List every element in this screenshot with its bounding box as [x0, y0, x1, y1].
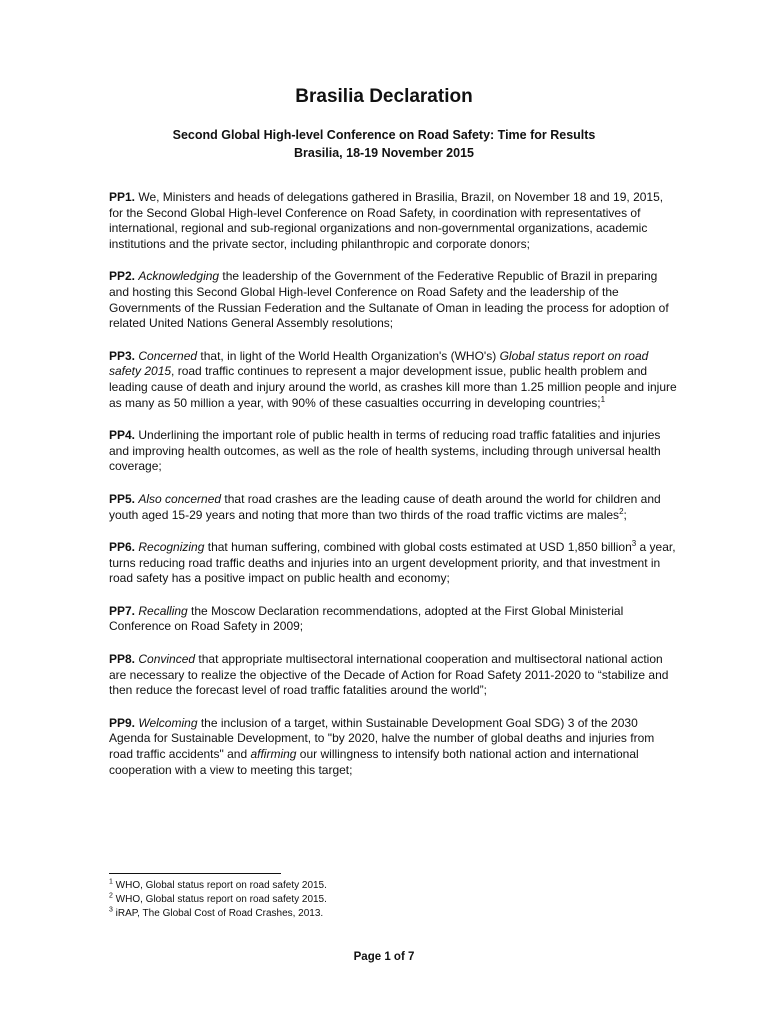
declaration-body — [109, 190, 679, 795]
footnote-text: WHO, Global status report on road safety 2015. — [112, 894, 327, 905]
paragraph-text: that, in light of the World Health Organization's (WHO's) — [197, 348, 500, 363]
paragraph-text: that human suffering, combined with global costs estimated at USD 1,850 billion — [204, 540, 632, 555]
paragraph-number: PP9. — [109, 715, 136, 730]
paragraph-text: , road traffic continues to represent a major development issue, public health problem and leading cause of death and injury around the world, as crashes kill more than 1.25 million people and injure as many as 50 million a year, with 90% of these casualties occurring in developing countries; — [109, 364, 677, 410]
paragraph-number: PP7. — [109, 603, 136, 618]
paragraph-number: PP5. — [109, 491, 136, 506]
footnotes — [109, 879, 669, 921]
paragraph-text: a year, turns reducing road traffic deaths and injuries into an urgent development priority, and that investment in road safety has a positive impact on public health and economy; — [109, 540, 676, 586]
paragraph-pp7 — [109, 604, 679, 635]
paragraph-text: the Moscow Declaration recommendations, adopted at the First Global Ministerial Conference on Road Safety in 2009; — [109, 603, 624, 634]
conference-name: Second Global High-level Conference on Road Safety: Time for Results — [172, 128, 596, 142]
footnote-text: WHO, Global status report on road safety 2015. — [112, 880, 327, 891]
paragraph-pp3 — [109, 349, 679, 411]
paragraph-number: PP2. — [109, 269, 136, 284]
footnote-ref[interactable]: 2 — [619, 506, 624, 516]
footnote-text: iRAP, The Global Cost of Road Crashes, 2013. — [112, 908, 324, 919]
footnote-item — [109, 907, 669, 921]
footnote-ref[interactable]: 3 — [631, 539, 637, 549]
footnote-item — [109, 879, 669, 893]
paragraph-text: the leadership of the Government of the Federative Republic of Brazil in preparing and hosting this Second Global High-level Conference on Road Safety and the leadership of the Governments of the Russian Federation and the Sultanate of Oman in leading the process for adoption of related United Nations General Assembly resolutions; — [109, 269, 669, 331]
paragraph-lead-verb: Also concerned — [138, 491, 222, 506]
paragraph-number: PP8. — [109, 652, 136, 667]
paragraph-text: Underlining the important role of public health in terms of reducing road traffic fatalities and injuries and improving health outcomes, as well as the role of health systems, including through universal health coverage; — [109, 428, 661, 474]
document-title: Brasilia Declaration — [295, 86, 473, 107]
paragraph-lead-verb: Recalling — [138, 603, 188, 618]
paragraph-lead-verb: Recognizing — [138, 540, 205, 555]
conference-date-location: Brasilia, 18-19 November 2015 — [294, 146, 474, 160]
page-number: Page 1 of 7 — [353, 951, 415, 963]
paragraph-text: the inclusion of a target, within Sustainable Development Goal SDG) 3 of the 2030 Agenda for Sustainable Development, to "by 2020, halve the number of global deaths and injuries from road traffic accidents" and — [109, 715, 655, 762]
paragraph-pp1 — [109, 190, 679, 252]
paragraph-emphasis: affirming — [250, 747, 297, 762]
report-title: Global status report on road safety 2015 — [109, 348, 649, 379]
footnote-ref[interactable]: 1 — [600, 394, 606, 404]
footnote-divider — [109, 873, 281, 874]
paragraph-number: PP1. — [109, 190, 136, 204]
footnote-number: 2 — [109, 892, 113, 900]
paragraph-text: that road crashes are the leading cause of death around the world for children and youth aged 15-29 years and noting that more than two thirds of the road traffic victims are males — [109, 491, 661, 522]
paragraph-text-end: ; — [623, 507, 627, 522]
footnote-number: 3 — [109, 906, 113, 914]
paragraph-number: PP4. — [109, 428, 136, 443]
paragraph-pp2 — [109, 269, 679, 331]
paragraph-pp4 — [109, 428, 679, 475]
paragraph-text: our willingness to intensify both national action and international cooperation with a view to meeting this target; — [109, 747, 639, 777]
paragraph-number: PP6. — [109, 540, 136, 555]
paragraph-lead-verb: Welcoming — [138, 715, 198, 730]
paragraph-pp5 — [109, 492, 679, 523]
paragraph-text: We, Ministers and heads of delegations gathered in Brasilia, Brazil, on November 18 and 19, 2015, for the Second Global High-level Conference on Road Safety, in coordination with representatives of international, regional and sub-regional organizations and non-governmental organizations, academic institutions and the private sector, including philanthropic and corporate donors; — [109, 190, 664, 251]
document-subtitle — [0, 126, 768, 162]
paragraph-text: that appropriate multisectoral international cooperation and multisectoral national action are necessary to realize the objective of the Decade of Action for Road Safety 2011-2020 to “stabilize and then reduce the forecast level of road traffic fatalities around the world”; — [109, 652, 669, 698]
paragraph-pp6 — [109, 540, 679, 587]
paragraph-pp9 — [109, 716, 679, 778]
paragraph-lead-verb: Acknowledging — [138, 269, 220, 284]
paragraph-pp8 — [109, 652, 679, 699]
footnote-number: 1 — [109, 878, 113, 886]
paragraph-lead-verb: Convinced — [138, 652, 196, 667]
footnote-item — [109, 893, 669, 907]
paragraph-number: PP3. — [109, 348, 136, 363]
paragraph-lead-verb: Concerned — [138, 348, 198, 363]
